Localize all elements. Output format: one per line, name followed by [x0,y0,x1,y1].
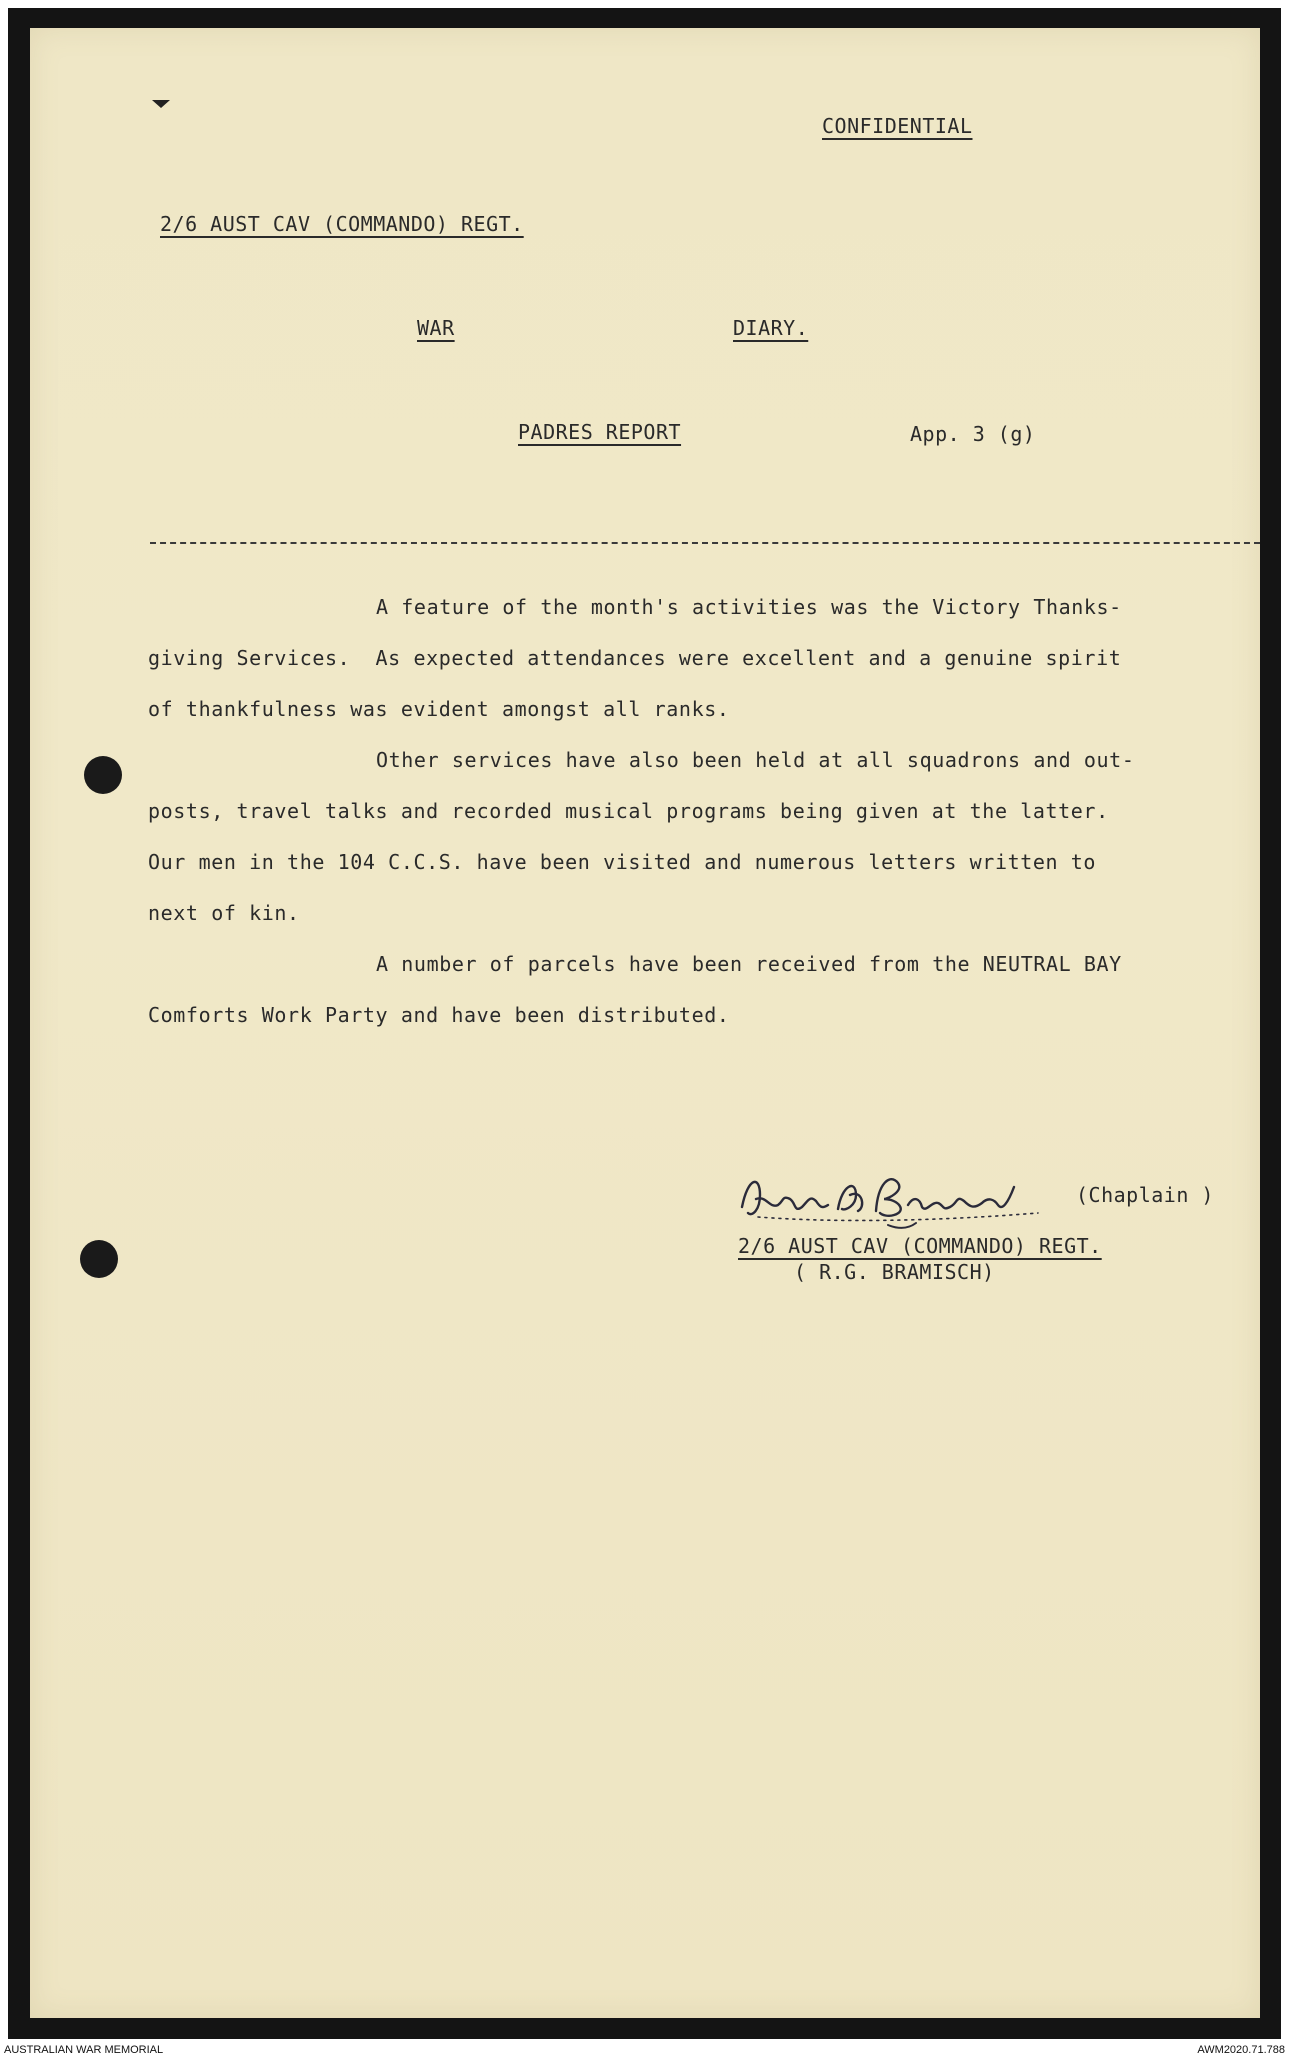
paragraph-line: Comforts Work Party and have been distributed. [148,1003,730,1027]
paragraph-line: A number of parcels have been received from the NEUTRAL BAY [376,952,1122,976]
paragraph-line: A feature of the month's activities was the Victory Thanks- [376,595,1122,619]
unit-heading: 2/6 AUST CAV (COMMANDO) REGT. [160,212,524,236]
punch-hole [84,756,122,794]
paragraph-line: of thankfulness was evident amongst all ranks. [148,697,730,721]
signature-role: (Chaplain ) [1076,1183,1214,1207]
paragraph-line: posts, travel talks and recorded musical programs being given at the latter. [148,799,1109,823]
handwritten-signature [738,1165,1078,1235]
paragraph-line: giving Services. As expected attendances were excellent and a genuine spirit [148,646,1122,670]
footer-archive-label: AUSTRALIAN WAR MEMORIAL [4,2044,164,2056]
paragraph-line: Other services have also been held at all squadrons and out- [376,748,1135,772]
paragraph-line: next of kin. [148,901,300,925]
confidential-label: CONFIDENTIAL [822,114,973,138]
paragraph-line: Our men in the 104 C.C.S. have been visited and numerous letters written to [148,850,1097,874]
corner-mark [152,100,170,108]
punch-hole [80,1240,118,1278]
title-war: WAR [417,316,455,340]
appendix-ref: App. 3 (g) [910,422,1036,446]
report-subtitle: PADRES REPORT [518,420,682,444]
footer-accession-number: AWM2020.71.788 [1197,2044,1285,2056]
title-diary: DIARY. [733,316,809,340]
signature-name: ( R.G. BRAMISCH) [794,1260,995,1284]
signature-unit: 2/6 AUST CAV (COMMANDO) REGT. [738,1234,1102,1258]
section-divider [150,542,1260,544]
